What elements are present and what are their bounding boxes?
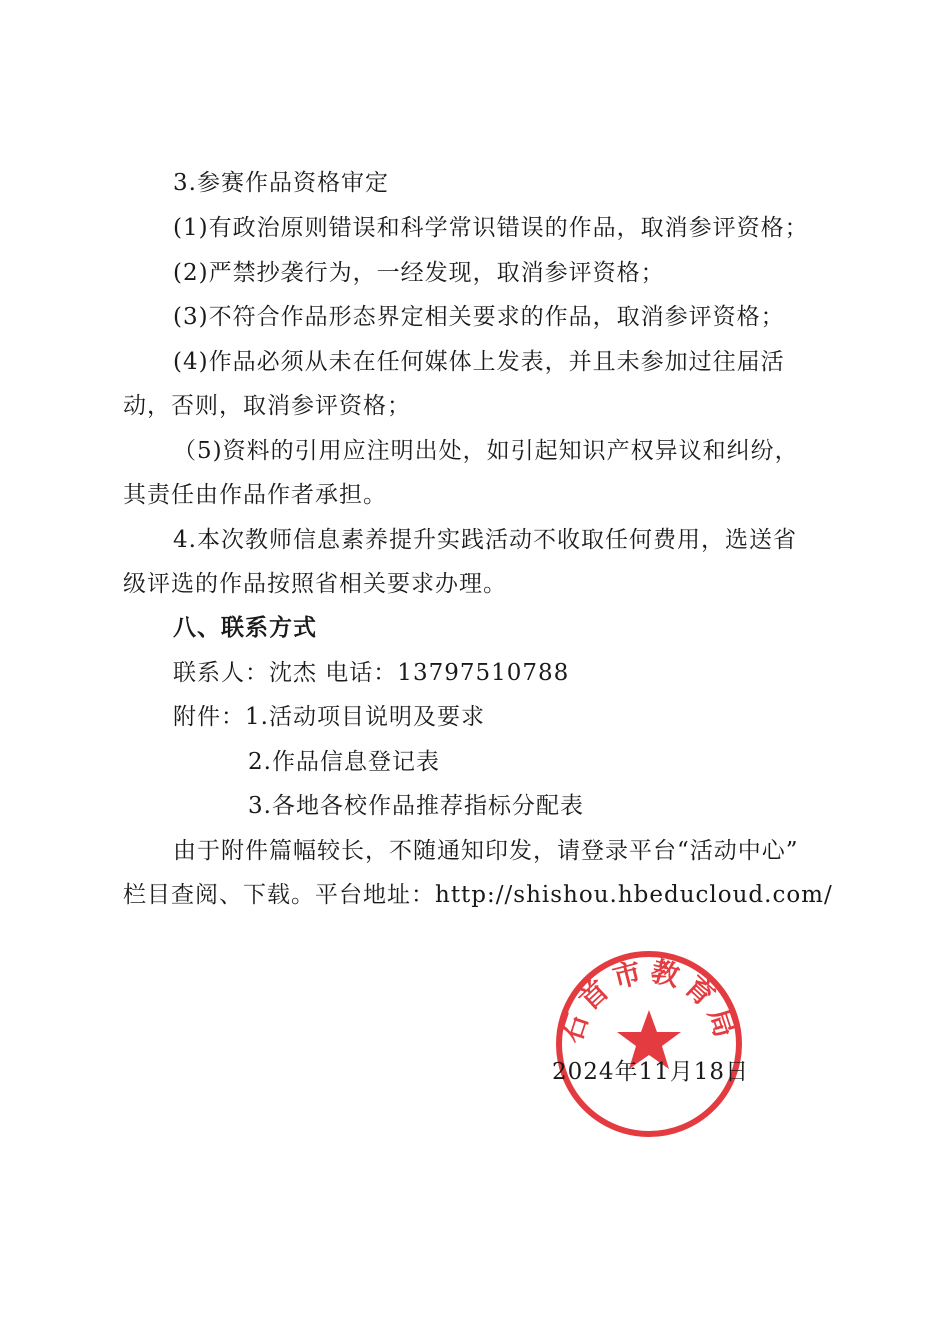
contact-heading: 八、联系方式 [173,615,317,641]
attachment-item-3: 3.各地各校作品推荐指标分配表 [248,793,584,819]
official-seal-stamp [553,948,745,1140]
svg-text:石首市教育局: 石首市教育局 [554,954,744,1047]
section-3-item-3: (3)不符合作品形态界定相关要求的作品，取消参评资格； [173,304,785,330]
section-4-line-2: 级评选的作品按照省相关要求办理。 [123,571,507,597]
notice-line-2: 栏目查阅、下载。平台地址：http://shishou.hbeducloud.com/ [123,882,833,908]
contact-person-line: 联系人：沈杰 电话：13797510788 [173,660,570,686]
attachments-label-line: 附件：1.活动项目说明及要求 [173,704,485,730]
section-3-item-2: (2)严禁抄袭行为，一经发现，取消参评资格； [173,260,665,286]
section-3-item-4-line-1: (4)作品必须从未在任何媒体上发表，并且未参加过往届活 [173,349,785,375]
notice-line-1: 由于附件篇幅较长，不随通知印发，请登录平台“活动中心” [173,838,799,864]
section-4-line-1: 4.本次教师信息素养提升实践活动不收取任何费用，选送省 [173,527,797,553]
section-3-item-5-line-1: （5)资料的引用应注明出处，如引起知识产权异议和纠纷， [173,438,799,464]
section-3-item-4-line-2: 动，否则，取消参评资格； [123,393,411,419]
signature-date: 2024年11月18日 [552,1059,750,1085]
attachment-item-2: 2.作品信息登记表 [248,749,440,775]
section-3-title: 3.参赛作品资格审定 [173,170,389,196]
section-3-item-5-line-2: 其责任由作品作者承担。 [123,482,387,508]
section-3-item-1: (1)有政治原则错误和科学常识错误的作品，取消参评资格； [173,215,809,241]
